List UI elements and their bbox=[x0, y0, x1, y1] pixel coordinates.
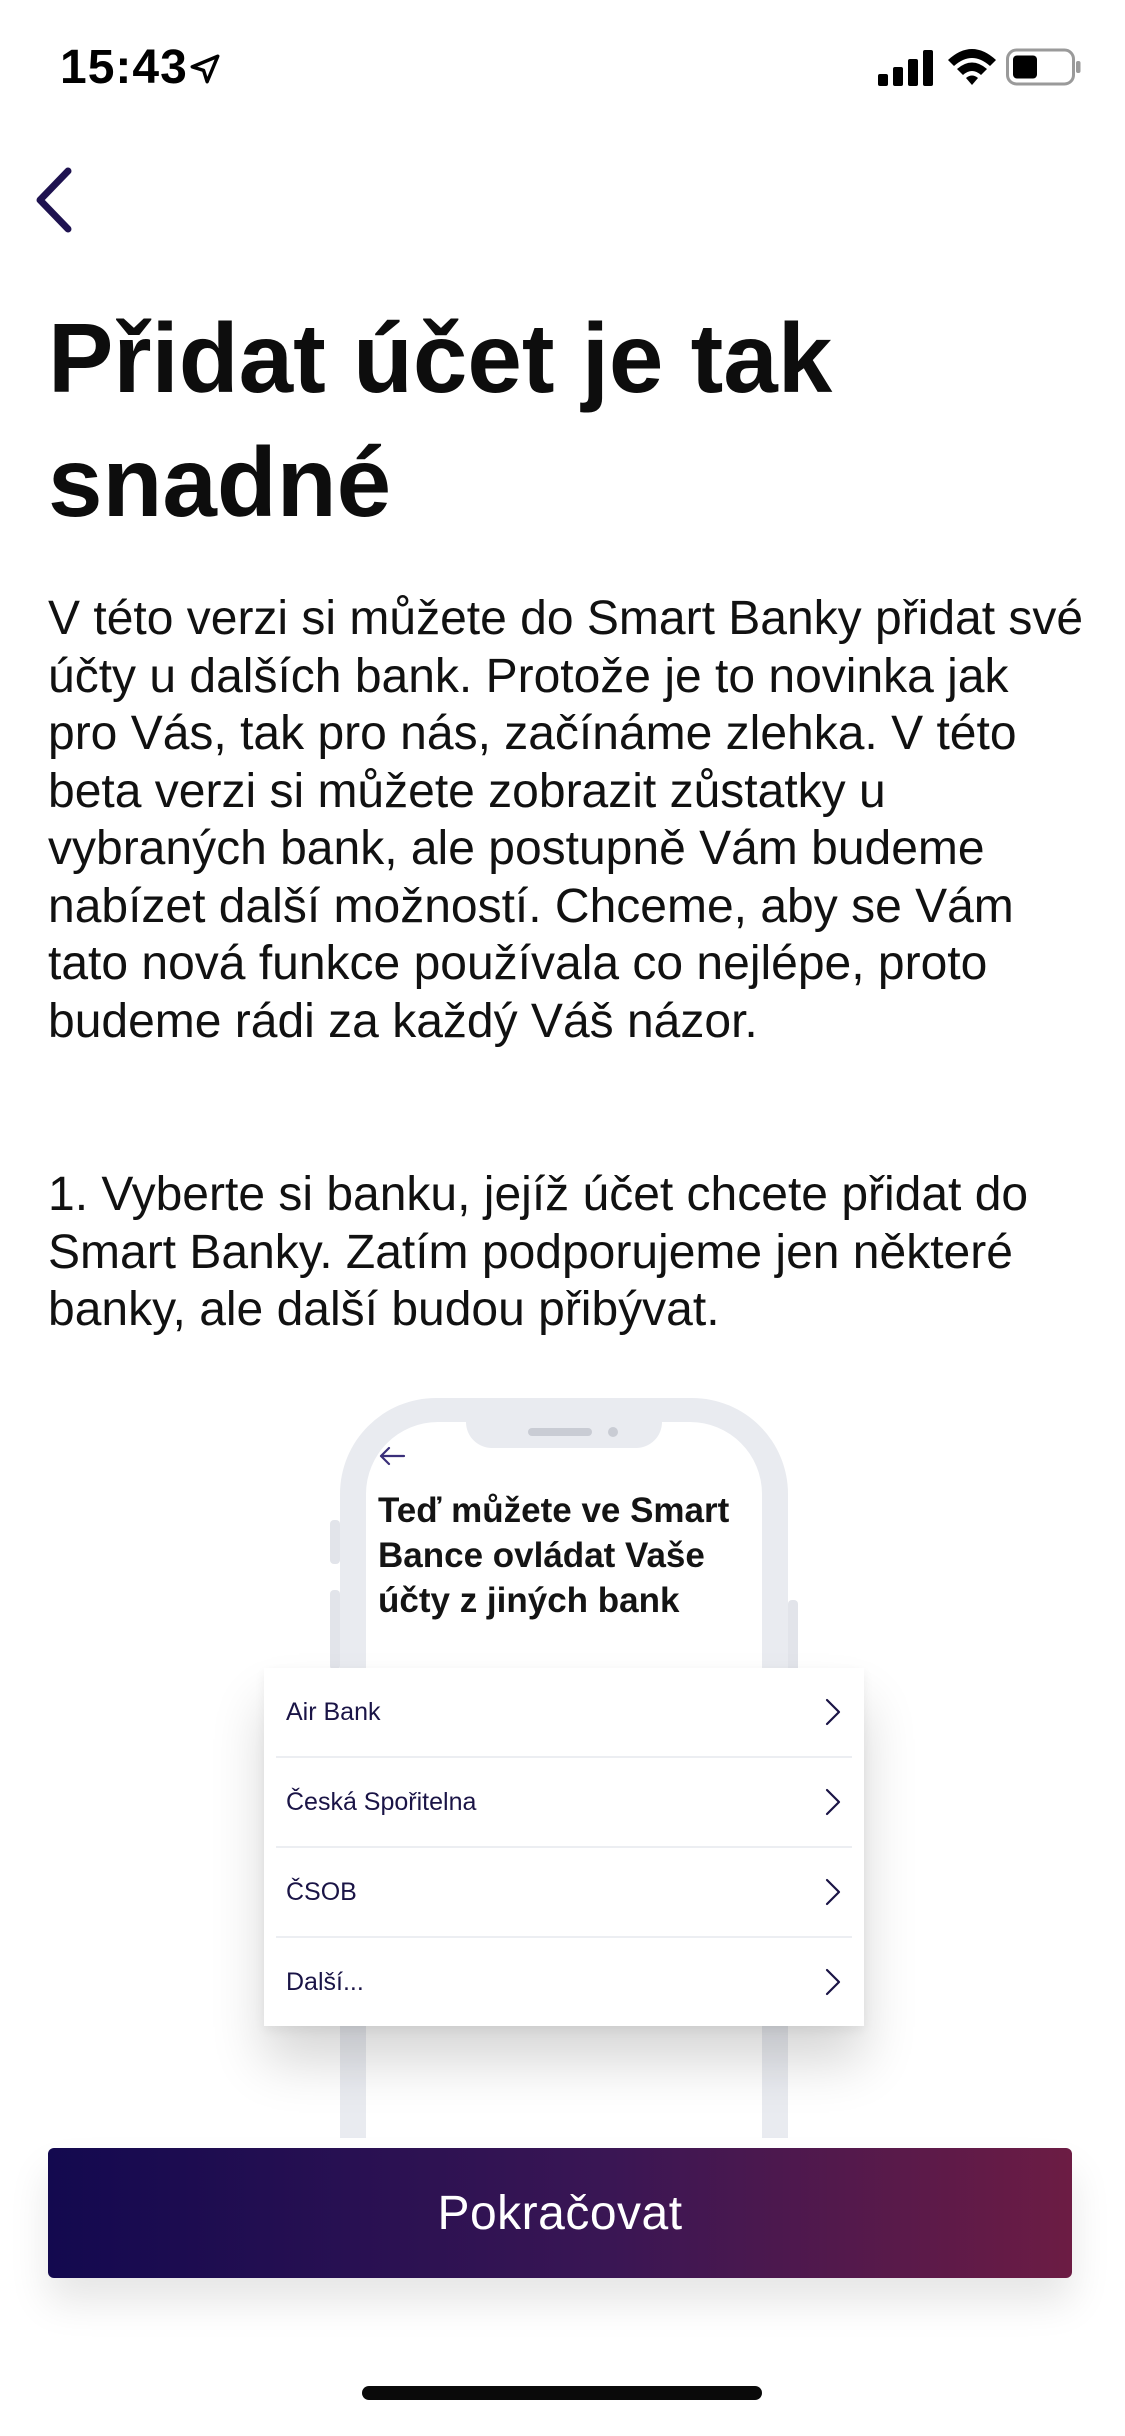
bank-label: Air Bank bbox=[286, 1697, 381, 1726]
bank-label: Česká Spořitelna bbox=[286, 1787, 477, 1816]
phone-volume-button bbox=[330, 1590, 340, 1670]
arrow-left-icon bbox=[378, 1446, 406, 1466]
phone-speaker bbox=[528, 1428, 592, 1436]
list-item bbox=[276, 1668, 852, 1758]
list-item bbox=[276, 1758, 852, 1848]
list-item bbox=[276, 1938, 852, 2026]
step-1-text: 1. Vyberte si banku, jejíž účet chcete přidat do Smart Banky. Zatím podporujeme jen některé banky, ale další budou přibývat. bbox=[48, 1168, 1029, 1336]
phone-side-button bbox=[330, 1520, 340, 1564]
status-bar bbox=[0, 0, 1125, 140]
page-title: Přidat účet je tak snadné bbox=[48, 303, 833, 537]
signal-icon bbox=[878, 50, 934, 86]
bank-list bbox=[264, 1668, 864, 2026]
phone-illustration bbox=[0, 1380, 1125, 2120]
phone-camera bbox=[608, 1427, 618, 1437]
bank-label: ČSOB bbox=[286, 1877, 357, 1906]
bank-label: Další... bbox=[286, 1967, 364, 1996]
battery-icon bbox=[1006, 48, 1082, 86]
chevron-left-icon bbox=[34, 167, 74, 233]
intro-text: V této verzi si můžete do Smart Banky přidat své účty u dalších bank. Protože je to novinka jak pro Vás, tak pro nás, začínáme zlehka. V této beta verzi si můžete zobrazit zůstatky u vybraných bank, ale postupně Vám budeme nabízet další možností. Chceme, aby se Vám tato nová funkce používala co nejlépe, proto budeme rádi za každý Váš názor. bbox=[48, 592, 1084, 1048]
home-indicator[interactable] bbox=[362, 2386, 762, 2400]
chevron-right-icon bbox=[824, 1697, 842, 1727]
chevron-right-icon bbox=[824, 1967, 842, 1997]
continue-button[interactable]: Pokračovat bbox=[48, 2148, 1072, 2278]
location-arrow-icon bbox=[188, 52, 222, 86]
back-button[interactable] bbox=[18, 160, 90, 240]
chevron-right-icon bbox=[824, 1877, 842, 1907]
mini-heading: Teď můžete ve Smart Bance ovládat Vaše účty z jiných bank bbox=[378, 1491, 730, 1620]
wifi-icon bbox=[946, 46, 998, 86]
chevron-right-icon bbox=[824, 1787, 842, 1817]
list-item bbox=[276, 1848, 852, 1938]
status-time: 15:43 bbox=[60, 41, 188, 94]
